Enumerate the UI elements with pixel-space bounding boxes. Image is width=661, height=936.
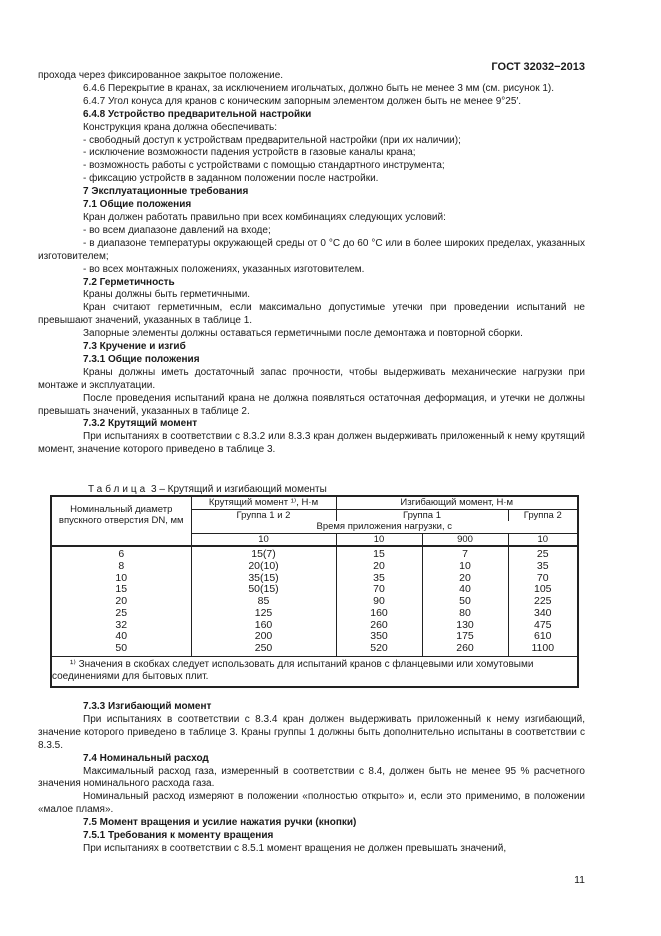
list-item: - исключение возможности падения устройств в газовые каналы крана; [83,147,416,159]
section-heading: 6.4.8 Устройство предварительной настройки [83,108,312,120]
table-cell: 105 [508,584,577,596]
table-cell: 130 [422,620,508,632]
table-caption-word: Таблица [88,484,149,495]
document-header: ГОСТ 32032−2013 [491,61,585,73]
paragraph: При испытаниях в соответствии с 8.5.1 момент вращения не должен превышать значений, [83,842,507,854]
list-item: - во всем диапазоне давлений на входе; [83,224,271,236]
table-cell: 70 [336,584,422,596]
paragraph: Конструкция крана должна обеспечивать: [83,121,278,133]
header-torque: Крутящий момент ¹⁾, Н·м [191,497,336,509]
table-cell: 80 [422,608,508,620]
paragraph: прохода через фиксированное закрытое положение. [38,70,284,81]
table-cell: 350 [336,631,422,643]
table-cell: 15(7) [191,546,336,561]
table-row [52,596,577,608]
list-item: - во всех монтажных положениях, указанных изготовителем. [83,263,365,275]
header-dn: Номинальный диаметр впускного отверстия DN, мм [58,503,184,527]
header-time: Время приложения нагрузки, с [191,521,577,533]
paragraph: Номинальный расход измеряют в положении «полностью открыто» и, если это применимо, в положении «малое пламя». [38,791,585,816]
table-cell: 20 [336,561,422,573]
table-cell: 10 [422,561,508,573]
header-group-1-2: Группа 1 и 2 [191,509,336,521]
paragraph: Максимальный расход газа, измеренный в соответствии с 8.4, должен быть не менее 95 % расчетного значения номинального расхода газа. [38,765,585,790]
table-cell: 20(10) [191,561,336,573]
table-cell: 610 [508,631,577,643]
section-heading: 7.3.3 Изгибающий момент [83,701,212,712]
table-cell: 50(15) [191,584,336,596]
paragraph: Запорные элементы должны оставаться герметичными после демонтажа и повторной сборки. [83,328,523,340]
table-cell: 70 [508,573,577,585]
table-cell: 175 [422,631,508,643]
table-cell: 35 [336,573,422,585]
table-cell: 260 [422,643,508,656]
header-time-value: 900 [422,533,508,546]
table-cell: 32 [115,618,128,631]
table-cell: 340 [508,608,577,620]
table-cell: 50 [115,642,128,654]
table-row [52,620,577,632]
list-item: - возможность работы с устройствами с помощью стандартного инструмента; [83,160,445,172]
table-cell: 20 [422,573,508,585]
table-cell: 35(15) [191,573,336,585]
section-heading: 7.5 Момент вращения и усилие нажатия ручки (кнопки) [83,817,357,829]
table-cell: 85 [191,596,336,608]
paragraph: После проведения испытаний крана не должна появляться остаточная деформация, и утечки не должны превышать значений, указанных в таблице 2. [38,392,585,417]
table-row [52,643,577,656]
table-cell: 260 [336,620,422,632]
section-heading: 7 Эксплуатационные требования [83,186,249,198]
table-cell: 10 [115,571,128,584]
table-cell: 250 [191,643,336,656]
list-item: - в диапазоне температуры окружающей среды от 0 °С до 60 °С или в более широких пределах, указанных изготовителем; [38,237,585,262]
header-time-value: 10 [191,533,336,546]
table-cell: 475 [508,620,577,632]
text-block-2 [38,701,585,856]
section-heading: 7.3.2 Крутящий момент [83,418,198,430]
table-cell: 125 [191,608,336,620]
table-cell: 40 [115,630,128,643]
paragraph: Краны должны быть герметичными. [83,289,251,301]
section-heading: 7.3.1 Общие положения [83,353,200,365]
paragraph: Краны должны иметь достаточный запас прочности, чтобы выдерживать механические нагрузки при монтаже и эксплуатации. [38,366,585,391]
table-row [52,608,577,620]
table-cell: 15 [336,546,422,561]
table-caption-title: 3 – Крутящий и изгибающий моменты [151,484,327,495]
table-row [52,546,577,561]
paragraph: 6.4.6 Перекрытие в кранах, за исключением игольчатых, должно быть не менее 3 мм (см. рисунок 1). [83,82,555,94]
list-item: - фиксацию устройств в заданном положении после настройки. [83,173,379,185]
table-footnote: ¹⁾ Значения в скобках следует использовать для испытаний кранов с фланцевыми или хомутовыми соединениями для бытовых плит. [52,656,577,686]
table-cell: 1100 [508,643,577,656]
table-cell: 90 [336,596,422,608]
table-cell: 40 [422,584,508,596]
paragraph: Кран считают герметичным, если максимально допустимые утечки при проведении испытаний не превышают значений, указанных в таблице 1. [38,302,585,327]
table-caption [88,484,327,495]
table-cell: 225 [508,596,577,608]
table-row [52,573,577,585]
header-group-1: Группа 1 [336,509,508,521]
table-row [52,561,577,573]
paragraph: Кран должен работать правильно при всех комбинациях следующих условий: [83,211,446,223]
section-heading: 7.2 Герметичность [83,276,175,288]
table-cell: 15 [115,583,128,596]
header-group-2: Группа 2 [508,509,577,521]
table-row [52,584,577,596]
table-cell: 50 [422,596,508,608]
section-heading: 7.3 Кручение и изгиб [83,341,186,353]
table-cell: 25 [508,546,577,561]
paragraph: 6.4.7 Угол конуса для кранов с коническим запорным элементом должен быть не менее 9°25′. [83,95,522,107]
list-item: - свободный доступ к устройствам предварительной настройки (при их наличии); [83,134,461,146]
section-heading: 7.5.1 Требования к моменту вращения [83,830,274,842]
table-cell: 6 [118,548,125,561]
section-heading: 7.4 Номинальный расход [83,752,209,764]
table-row [52,631,577,643]
table-cell: 20 [115,595,128,608]
paragraph: При испытаниях в соответствии с 8.3.4 кран должен выдерживать приложенный к нему изгибающий, значение которого приведено в таблице 3. Краны группы 1 должны быть дополнительно испытаны в соответствии с 8.3.5. [38,713,585,751]
table-cell: 7 [422,546,508,561]
table-cell: 160 [191,620,336,632]
header-time-value: 10 [336,533,422,546]
table-cell: 25 [115,606,128,619]
torque-table [52,497,577,686]
page-number: 11 [574,874,585,886]
table-cell: 8 [118,560,125,573]
header-time-value: 10 [508,533,577,546]
text-block-1 [38,70,585,457]
table-cell: 160 [336,608,422,620]
header-bending: Изгибающий момент, Н·м [336,497,577,509]
section-heading: 7.1 Общие положения [83,199,192,211]
paragraph: При испытаниях в соответствии с 8.3.2 или 8.3.3 кран должен выдерживать приложенный к нему крутящий момент, значение которого приведено в таблице 3. [38,431,585,456]
table-cell: 35 [508,561,577,573]
table-cell: 520 [336,643,422,656]
table-cell: 200 [191,631,336,643]
